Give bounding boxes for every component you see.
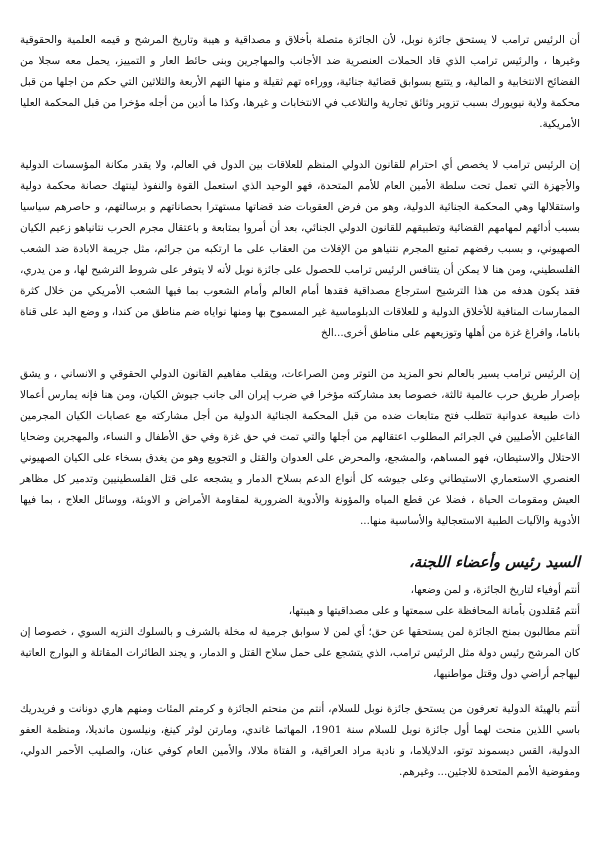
address-line-deserving: أنتم مطالبون بمنح الجائزة لمن يستحقها عن حق؛ أي لمن لا سوابق جرمية له مخلة بالشرف و بالسلوك النزيه السوي ، خصوصا إن كان المرشح رئيس دولة مثل الرئيس ترامب، الذي يتشجع على حمل سلاح القتل و الدمار، و يجند الطائرات المقاتلة و البوارج العاتية ليهاجم أراضي دول وقتل مواطنيها،	[20, 626, 580, 680]
committee-address-block	[20, 580, 580, 685]
paragraph-criminal-record: أن الرئيس ترامب لا يستحق جائزة نوبل، لأن الجائزة متصلة بأخلاق و مصداقية و هيبة وتاريخ المرشح و قيمه العلمية والحقوقية وغيرها ، والرئيس ترامب الذي قاد الحملات العنصرية ضد الأجانب والمهاجرين وبنى حائط العار و التمييز، يحمل معه سجلا من الفضائح الانتخابية و المالية، و يتتبع بسوابق قضائية جنائية، ووراءه تهم ثقيلة و منها التهم الأربعة والثلاثين التي حكم من اجلها من قبل محكمة ولاية نيويورك بسبب تزوير وثائق تجارية والتلاعب في الانتخابات و غيرها، وكذا ما أدين من أجله مؤخرا من قبل المحكمة العليا الأمريكية.	[19, 34, 580, 130]
address-line-loyalty: أنتم أوفياء لتاريخ الجائزة، و لمن وضعها،	[410, 584, 580, 596]
paragraph-war-and-gaza: إن الرئيس ترامب يسير بالعالم نحو المزيد من التوتر ومن الصراعات، ويقلب مفاهيم القانون الدولي الحقوقي و الانساني ، و يشق بإصرار طريق حرب عالمية ثالثة، خصوصا بعد مشاركته مؤخرا في ضرب إيران الى جانب جيوش الكيان، ومن هنا فإنه يمارس أعمالا ذات طبيعة عدوانية تتطلب فتح متابعات ضده من قبل المحكمة الجنائية الدولية من أجل مشاركته مع عصابات الكيان المجرمين الفاعلين الأصليين في الجرائم المطلوب اعتقالهم من أجلها والتي تمت في حق غزة وفي حق الأطفال و النساء، والمهجرين وضحايا الاحتلال والاستيطان، فهو المساهم، والمشجع، والمحرض على العدوان والقتل و التجويع وهو من يغدق بسخاء على الكيان الصهيوني العنصري الاستعماري الاستيطاني وعلى جيوشه كل أنواع الدعم بسلاح الدمار و يشجعه على قتل الفلسطينيين وتدمير كل مظاهر العيش ومقومات الحياة ، فضلا عن قطع المياه والمؤونة والأدوية الضرورية لمقاومة الأمراض و الاوبئة، ووسائل العلاج ، بما فيها الأدوية والآليات الطبية الاستعجالية والأساسية منها...	[20, 368, 580, 527]
letter-page	[20, 30, 580, 783]
paragraph-international-law: إن الرئيس ترامب لا يخصص أي احترام للقانون الدولي المنظم للعلاقات بين الدول في العالم، ولا يقدر مكانة المؤسسات الدولية والأجهزة التي تعمل تحت سلطة الأمين العام للأمم المتحدة، فهو الوحيد الذي استعمل القوة والنفوذ لينتهك حصانة محكمة دولية واستقلالها وهي المحكمة الجنائية الدولية، وهو من فرض العقوبات ضد قضاتها مستهترا بحصاناتهم و برسالتهم، و حاصرهم سياسيا بسبب أدائهم لمهامهم القضائية وتطبيقهم للقانون الدولي الجنائي، بعد أن أمروا بمتابعة و باعتقال مجرم الحرب نتانياهو زعيم الكيان الصهيوني، و بسبب رفضهم تمتيع المجرم نتنياهو من الإفلات من العقاب على ما ارتكبه من جرائم، مثل جريمة الابادة ضد الشعب الفلسطيني، ومن هنا لا يمكن أن يتنافس الرئيس ترامب للحصول على جائزة نوبل لأنه لا يتوفر على شروط الترشيح لها، و من يدري، فقد يكون هدفه من هذا الترشيح استرجاع مصداقية فقدها أمام العالم وأمام الشعوب بما فيها الشعب الأمريكي من خلال كثرة الممارسات المنافية للأخلاق الدولية و للعلاقات الدبلوماسية غير المسموح بها ومنها نواياه ضم مناطق من كندا، و وضع اليد على قناة باناما، وافراغ غزة من أهلها وتوزيعهم على مناطق أخرى...الخ	[20, 159, 580, 339]
address-line-trust: أنتم مُقلدون بأمانة المحافظة على سمعتها و على مصداقيتها و هيبتها،	[288, 605, 580, 617]
committee-address-heading: السيد رئيس وأعضاء اللجنة،	[408, 553, 580, 571]
paragraph-past-laureates: أنتم بالهيئة الدولية تعرفون من يستحق جائزة نوبل للسلام، أنتم من منحتم الجائزة و كرمتم المئات ومنهم هاري دونانت و فريدريك باسي اللذين منحت لهما أول جائزة نوبل للسلام سنة 1901، المهاتما غاندي، ومارتن لوثر كينغ، ونيلسون مانديلا، ومنظمة العفو الدولية، القس ديسموند توتو، الدلايلاما، و نادية مراد العراقية، و الفتاة ملالا، والأمين العام كوفي عنان، والصليب الأحمر الدولي، ومفوضية الأمم المتحدة للاجئين... وغيرهم.	[20, 703, 580, 778]
